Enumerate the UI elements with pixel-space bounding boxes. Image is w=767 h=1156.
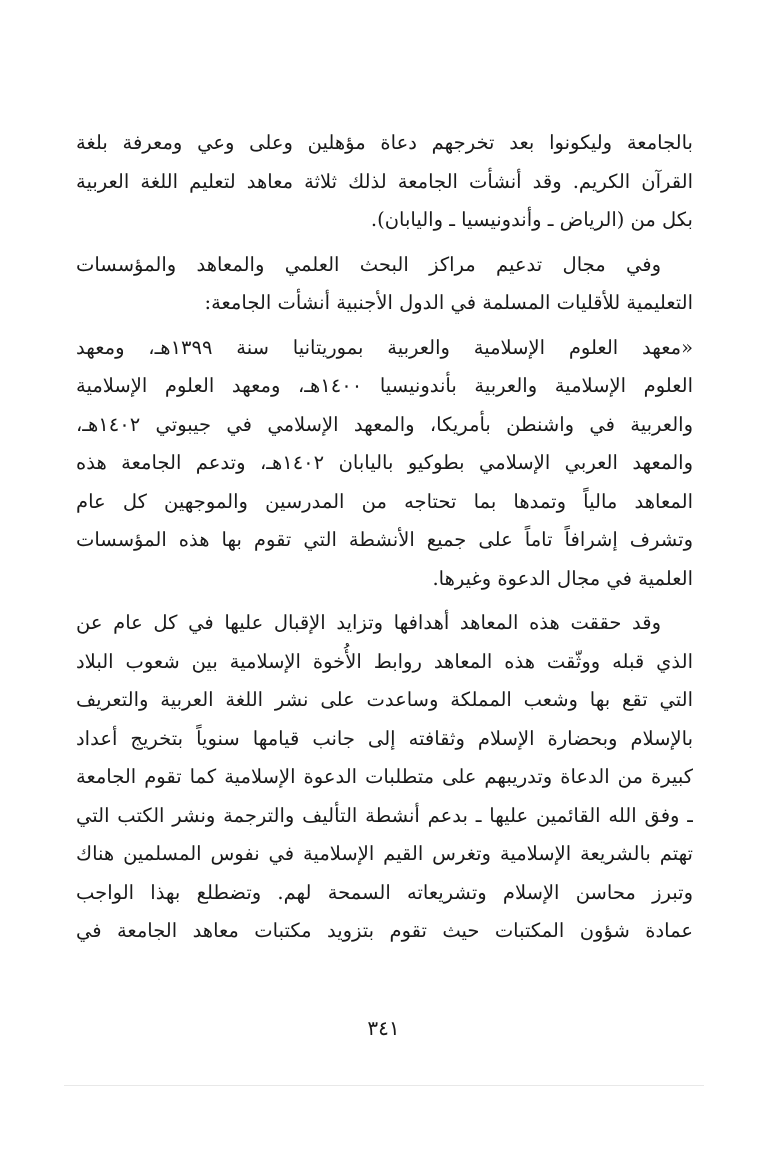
text-line: القرآن الكريم. وقد أنشأت الجامعة لذلك ثلاثة معاهد لتعليم اللغة العربية	[76, 169, 693, 193]
body-text	[76, 124, 693, 951]
text-line: كبيرة من الدعاة وتدريبهم على متطلبات الدعوة الإسلامية كما تقوم الجامعة	[76, 765, 693, 788]
text-line: العلوم الإسلامية والعربية بأندونيسيا ١٤٠٠هـ، ومعهد العلوم الإسلامية	[76, 374, 693, 397]
text-line: العلمية في مجال الدعوة وغيرها.	[432, 566, 693, 590]
text-line: عمادة شؤون المكتبات حيث تقوم بتزويد مكتبات معاهد الجامعة في	[76, 919, 693, 942]
text-line: وتشرف إشرافاً تاماً على جميع الأنشطة التي تقوم بها هذه المؤسسات	[76, 528, 693, 551]
text-line: بكل من (الرياض ـ وأندونيسيا ـ واليابان).	[370, 208, 693, 231]
divider	[64, 1085, 704, 1086]
text-line: وفي مجال تدعيم مراكز البحث العلمي والمعاهد والمؤسسات	[76, 252, 661, 276]
text-line: المعاهد مالياً وتمدها بما تحتاجه من المدرسين والموجهين كل عام	[76, 489, 693, 513]
text-line: التعليمية للأقليات المسلمة في الدول الأجنبية أنشأت الجامعة:	[204, 291, 693, 314]
text-line: ـ وفق الله القائمين عليها ـ بدعم أنشطة التأليف والترجمة ونشر الكتب التي	[76, 803, 693, 827]
text-line: بالجامعة وليكونوا بعد تخرجهم دعاة مؤهلين وعلى وعي ومعرفة بلغة	[76, 131, 693, 154]
text-line: الذي قبله ووثّقت هذه المعاهد روابط الأُخوة الإسلامية بين شعوب البلاد	[76, 649, 693, 673]
text-line: والعربية في واشنطن بأمريكا، والمعهد الإسلامي في جيبوتي ١٤٠٢هـ،	[76, 412, 693, 436]
paragraph	[76, 246, 693, 323]
paragraph	[76, 604, 693, 951]
text-line: وقد حققت هذه المعاهد أهدافها وتزايد الإقبال عليها في كل عام عن	[76, 611, 661, 634]
text-line: تهتم بالشريعة الإسلامية وتغرس القيم الإسلامية في نفوس المسلمين هناك	[76, 842, 693, 865]
text-line: والمعهد العربي الإسلامي بطوكيو باليابان ١٤٠٢هـ، وتدعم الجامعة هذه	[76, 451, 693, 474]
paragraph	[76, 124, 693, 240]
text-line: «معهد العلوم الإسلامية والعربية بموريتانيا سنة ١٣٩٩هـ، ومعهد	[76, 335, 693, 359]
text-line: وتبرز محاسن الإسلام وتشريعاته السمحة لهم. وتضطلع بهذا الواجب	[76, 880, 693, 904]
paragraph	[76, 329, 693, 599]
page-number: ٣٤١	[367, 1016, 400, 1040]
text-line: التي تقع بها وشعب المملكة وساعدت على نشر اللغة العربية والتعريف	[76, 688, 693, 711]
text-line: بالإسلام وبحضارة الإسلام وثقافته إلى جانب قيامها سنوياً بتخريج أعداد	[76, 726, 693, 750]
